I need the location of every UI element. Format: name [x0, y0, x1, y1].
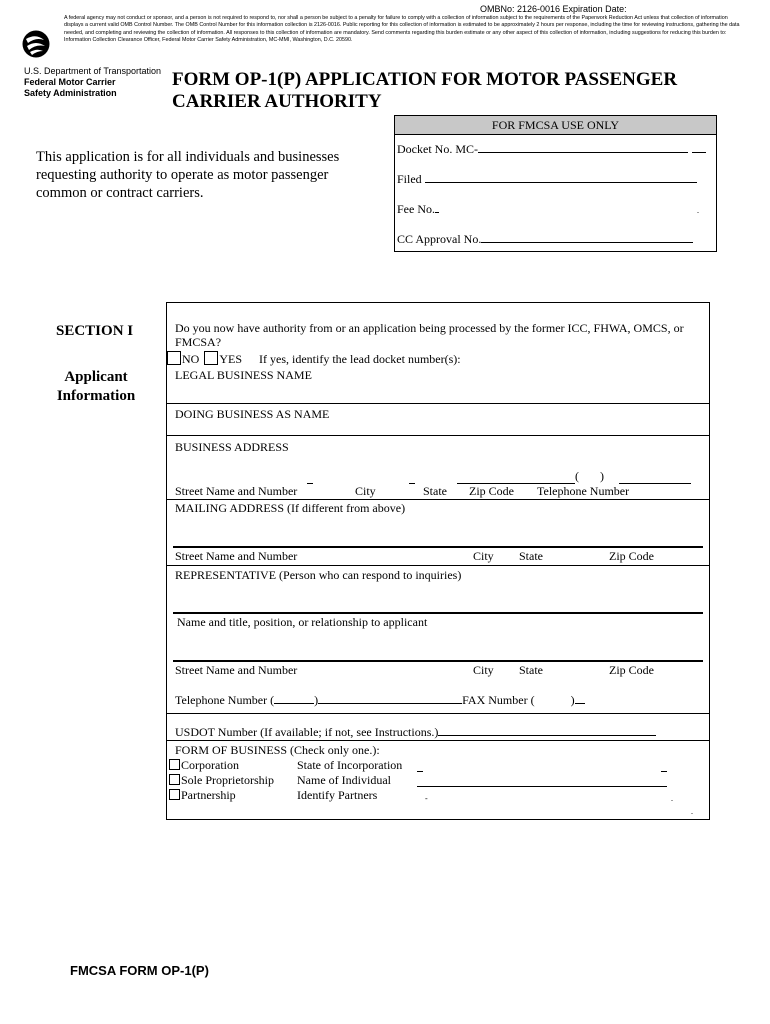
city-label: City — [355, 484, 376, 498]
divider — [167, 435, 709, 436]
name-individual-label: Name of Individual — [297, 773, 391, 787]
corporation-label: Corporation — [181, 758, 239, 772]
street-label: Street Name and Number — [175, 484, 298, 498]
filed-label: Filed — [397, 172, 422, 186]
form-title: FORM OP-1(P) APPLICATION FOR MOTOR PASSENGER CARRIER AUTHORITY — [172, 69, 678, 112]
city-label: City — [473, 663, 494, 677]
blank-line[interactable] — [409, 483, 415, 484]
yes-label: YES — [219, 352, 243, 366]
zip-label: Zip Code — [609, 549, 654, 563]
no-checkbox[interactable] — [167, 351, 181, 365]
partnership-checkbox[interactable] — [169, 789, 180, 800]
dot-mark: - — [425, 794, 428, 803]
partnership-label: Partnership — [181, 788, 236, 802]
mailing-address-label: MAILING ADDRESS (If different from above) — [175, 501, 406, 515]
phone-paren: ( ) — [575, 469, 604, 483]
divider — [167, 403, 709, 404]
yes-checkbox[interactable] — [204, 351, 218, 365]
blank-line[interactable] — [661, 771, 667, 772]
telephone-label: Telephone Number — [537, 484, 630, 498]
usdot-line[interactable] — [175, 725, 656, 740]
divider — [167, 499, 709, 500]
telephone-number-text: Telephone Number ( — [175, 693, 275, 707]
cc-approval-label: CC Approval No. — [397, 232, 482, 246]
state-incorporation-label: State of Incorporation — [297, 758, 403, 772]
section-sublabel: Applicant Information — [56, 369, 136, 404]
mailing-address-line[interactable] — [173, 546, 703, 548]
dot-mark: . — [671, 794, 673, 803]
omb-number: OMBNo: 2126-0016 Expiration Date: — [480, 4, 627, 14]
state-label: State — [519, 549, 543, 563]
form-footer: FMCSA FORM OP-1(P) — [70, 963, 209, 978]
form-of-business-label: FORM OF BUSINESS (Check only one.): — [175, 743, 380, 757]
fee-label: Fee No. — [397, 202, 435, 216]
agency-block — [24, 66, 161, 99]
sole-proprietorship-option[interactable] — [169, 773, 274, 788]
filed-line[interactable] — [397, 172, 697, 187]
authority-question: Do you now have authority from or an application being processed by the former ICC, FHWA, OMCS, or FMCSA? — [175, 321, 684, 349]
agency-dept: U.S. Department of Transportation — [24, 66, 162, 76]
legal-name-label: LEGAL BUSINESS NAME — [175, 368, 312, 382]
identify-partners-label: Identify Partners — [297, 788, 378, 802]
agency-fmc: Federal Motor Carrier — [24, 77, 116, 87]
zip-label: Zip Code — [609, 663, 654, 677]
representative-address-line[interactable] — [173, 660, 703, 662]
fax-number-text: FAX Number ( — [462, 693, 535, 707]
no-label: NO — [182, 352, 200, 366]
blank-line[interactable] — [307, 483, 313, 484]
state-label: State — [519, 663, 543, 677]
usdot-label: USDOT Number (If available; if not, see Instructions.) — [175, 725, 439, 739]
corporation-checkbox[interactable] — [169, 759, 180, 770]
cc-approval-line[interactable] — [397, 232, 693, 247]
fmcsa-use-only-heading: FOR FMCSA USE ONLY — [395, 116, 716, 135]
zip-label: Zip Code — [469, 484, 514, 498]
intro-text: This application is for all individuals and businesses requesting authority to operate as motor passenger common or contract carriers. — [36, 149, 340, 201]
dot-logo-icon — [22, 30, 50, 58]
docket-line[interactable] — [397, 142, 706, 157]
divider — [167, 565, 709, 566]
partnership-option[interactable] — [169, 788, 236, 803]
representative-label: REPRESENTATIVE (Person who can respond to inquiries) — [175, 568, 462, 582]
street-label: Street Name and Number — [175, 549, 298, 563]
city-label: City — [473, 549, 494, 563]
business-address-label: BUSINESS ADDRESS — [175, 440, 289, 454]
dot-mark: . — [691, 807, 693, 816]
authority-answer-row — [167, 351, 461, 367]
state-label: State — [423, 484, 447, 498]
docket-label: Docket No. MC- — [397, 142, 478, 156]
dot-mark: . — [697, 206, 699, 215]
name-title-label: Name and title, position, or relationship to applicant — [177, 615, 428, 629]
divider — [167, 740, 709, 741]
sole-proprietorship-label: Sole Proprietorship — [181, 773, 274, 787]
dba-label: DOING BUSINESS AS NAME — [175, 407, 330, 421]
sole-proprietorship-checkbox[interactable] — [169, 774, 180, 785]
blank-line[interactable] — [417, 771, 423, 772]
fee-line[interactable] — [397, 202, 439, 217]
agency-sa: Safety Administration — [24, 88, 117, 98]
burden-statement: A federal agency may not conduct or sponsor, and a person is not required to respond to, nor shall a person be subject to a penalty for failure to comply with a collection of information subject to the requirements of the Paperwork Reduction Act unless that collection of information displays a current valid OMB Control Number. The OMB Control Number for this information collection is 2126-0016. Public reporting for this collection of information is estimated to be approximately 2 hours per response, including the time for reviewing instructions, gathering the data needed, and completing and reviewing the collection of information. All responses to this collection of information are mandatory. Send comments regarding this burden estimate or any other aspect of this collection of information, including suggestions for reducing this burden to: Information Collection Clearance Officer, Federal Motor Carrier Safety Administration, MC-MMI, Washington, D.C. 20590. — [64, 15, 740, 43]
fmcsa-use-only-box — [394, 115, 717, 252]
section-label: SECTION I — [56, 323, 134, 339]
representative-name-line[interactable] — [173, 612, 703, 614]
docket-prompt: If yes, identify the lead docket number(s): — [259, 352, 461, 366]
phone-blank[interactable] — [619, 483, 691, 484]
rep-telephone-label: Telephone Number ( ) FAX Number ( ) — [175, 693, 585, 708]
section-one-box — [166, 302, 710, 820]
name-individual-line[interactable] — [417, 786, 667, 787]
divider — [167, 713, 709, 714]
corporation-option[interactable] — [169, 758, 239, 773]
street-label: Street Name and Number — [175, 663, 298, 677]
